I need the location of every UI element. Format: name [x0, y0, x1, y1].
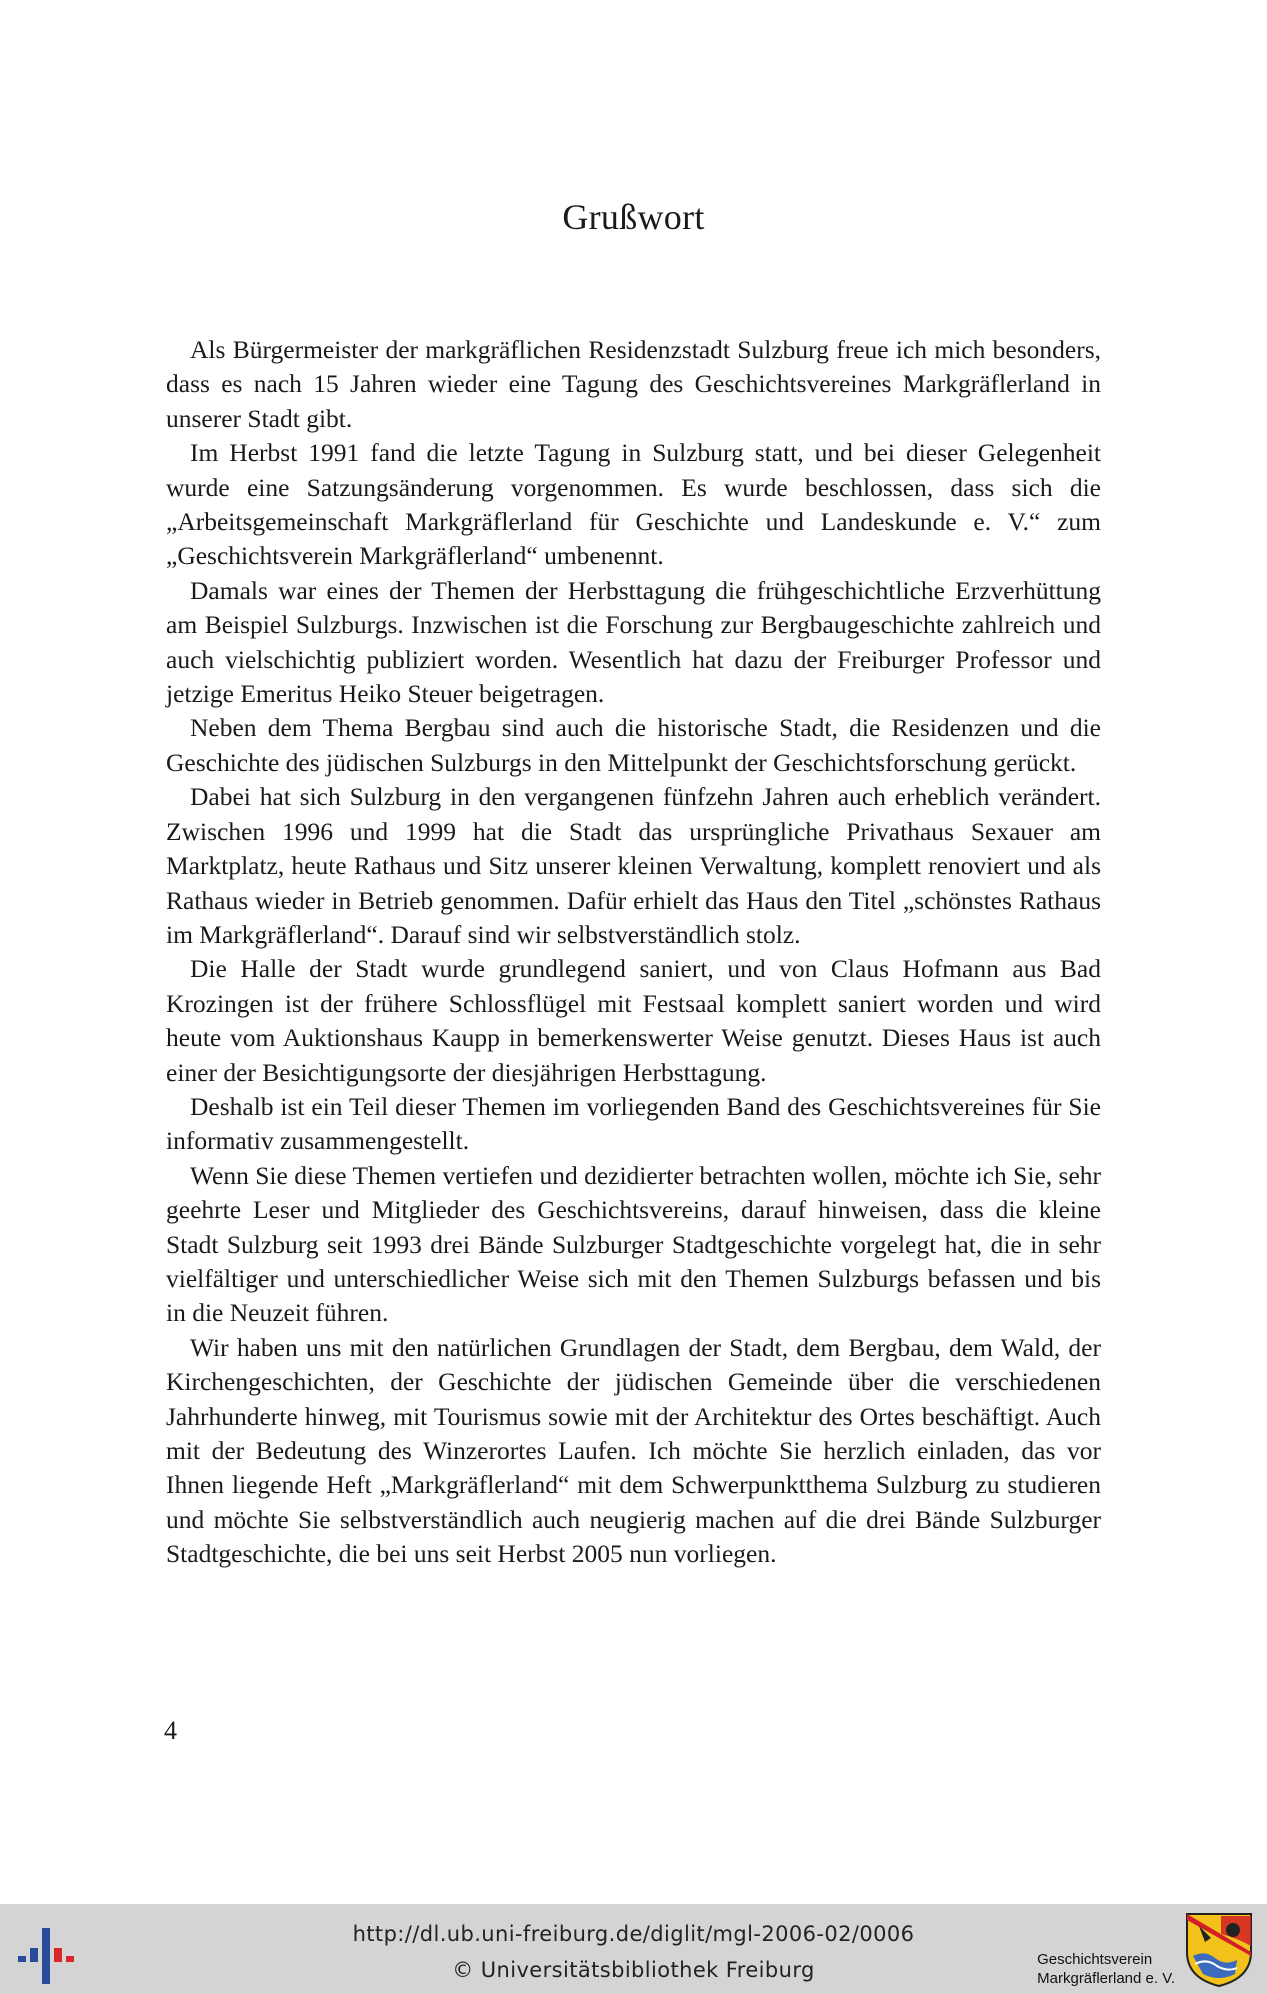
paragraph: Als Bürgermeister der markgräflichen Residenzstadt Sulzburg freue ich mich besonders, dass es nach 15 Jahren wieder eine Tagung des Geschichtsvereines Markgräflerland in unserer Stadt gibt.: [166, 335, 1101, 433]
paragraph: Im Herbst 1991 fand die letzte Tagung in Sulzburg statt, und bei dieser Gelegenheit wurde eine Satzungsänderung vorgenommen. Es wurde beschlossen, dass sich die „Arbeitsgemeinschaft Markgräflerland für Geschichte und Landeskunde e. V.“ zum „Geschichtsverein Markgräflerland“ umbenennt.: [166, 438, 1101, 571]
source-url-link[interactable]: http://dl.ub.uni-freiburg.de/diglit/mgl-2006-02/0006: [352, 1922, 915, 1946]
footer-bar: [0, 1904, 1267, 1994]
page-title: Grußwort: [562, 197, 705, 237]
paragraph: Die Halle der Stadt wurde grundlegend saniert, und von Claus Hofmann aus Bad Krozingen ist der frühere Schlossflügel mit Festsaal komplett saniert worden und wird heute vom Auktionshaus Kaupp in bemerkenswerter Weise genutzt. Dieses Haus ist auch einer der Besichtigungsorte der diesjährigen Herbsttagung.: [166, 954, 1101, 1087]
society-name-line2: Markgräflerland e. V.: [1037, 1970, 1175, 1987]
society-name: [1037, 1950, 1175, 1988]
paragraph: Deshalb ist ein Teil dieser Themen im vorliegenden Band des Geschichtsvereines für Sie informativ zusammengestellt.: [166, 1091, 1101, 1156]
society-name-line1: Geschichtsverein: [1037, 1951, 1153, 1968]
coat-of-arms-icon: [1185, 1912, 1253, 1988]
paragraph: Wir haben uns mit den natürlichen Grundlagen der Stadt, dem Bergbau, dem Wald, der Kirchengeschichten, der Geschichte der jüdischen Gemeinde über die verschiedenen Jahrhunderte hinweg, mit Tourismus sowie mit der Architektur des Ortes beschäftigt. Auch mit der Bedeutung des Winzerortes Laufen. Ich möchte Sie herzlich einladen, das vor Ihnen liegende Heft „Markgräflerland“ mit dem Schwerpunktthema Sulzburg zu studieren und möchte Sie selbstverständlich auch neugierig machen auf die drei Bände Sulzburger Stadtgeschichte, die bei uns seit Herbst 2005 nun vorliegen.: [166, 1332, 1101, 1569]
page-number: 4: [164, 1716, 177, 1745]
copyright-text: © Universitätsbibliothek Freiburg: [452, 1958, 815, 1982]
body-text: [166, 333, 1101, 1572]
paragraph: Neben dem Thema Bergbau sind auch die historische Stadt, die Residenzen und die Geschichte des jüdischen Sulzburgs in den Mittelpunkt der Geschichtsforschung gerückt.: [166, 713, 1101, 777]
paragraph: Dabei hat sich Sulzburg in den vergangenen fünfzehn Jahren auch erheblich verändert. Zwischen 1996 und 1999 hat die Stadt das ursprüngliche Privathaus Sexauer am Marktplatz, heute Rathaus und Sitz unserer kleinen Verwaltung, komplett renoviert und als Rathaus wieder in Betrieb genommen. Dafür erhielt das Haus den Titel „schönstes Rathaus im Markgräflerland“. Darauf sind wir selbstverständlich stolz.: [166, 782, 1101, 949]
paragraph: Damals war eines der Themen der Herbsttagung die frühgeschichtliche Erzverhüttung am Beispiel Sulzburgs. Inzwischen ist die Forschung zur Bergbaugeschichte zahlreich und auch vielschichtig publiziert worden. Wesentlich hat dazu der Freiburger Professor und jetzige Emeritus Heiko Steuer beigetragen.: [166, 575, 1101, 709]
paragraph: Wenn Sie diese Themen vertiefen und dezidierter betrachten wollen, möchte ich Sie, sehr geehrte Leser und Mitglieder des Geschichtsvereins, darauf hinweisen, dass die kleine Stadt Sulzburg seit 1993 drei Bände Sulzburger Stadtgeschichte vorgelegt hat, die in sehr vielfältiger und unterschiedlicher Weise sich mit den Themen Sulzburgs befassen und bis in die Neuzeit führen.: [166, 1160, 1101, 1328]
